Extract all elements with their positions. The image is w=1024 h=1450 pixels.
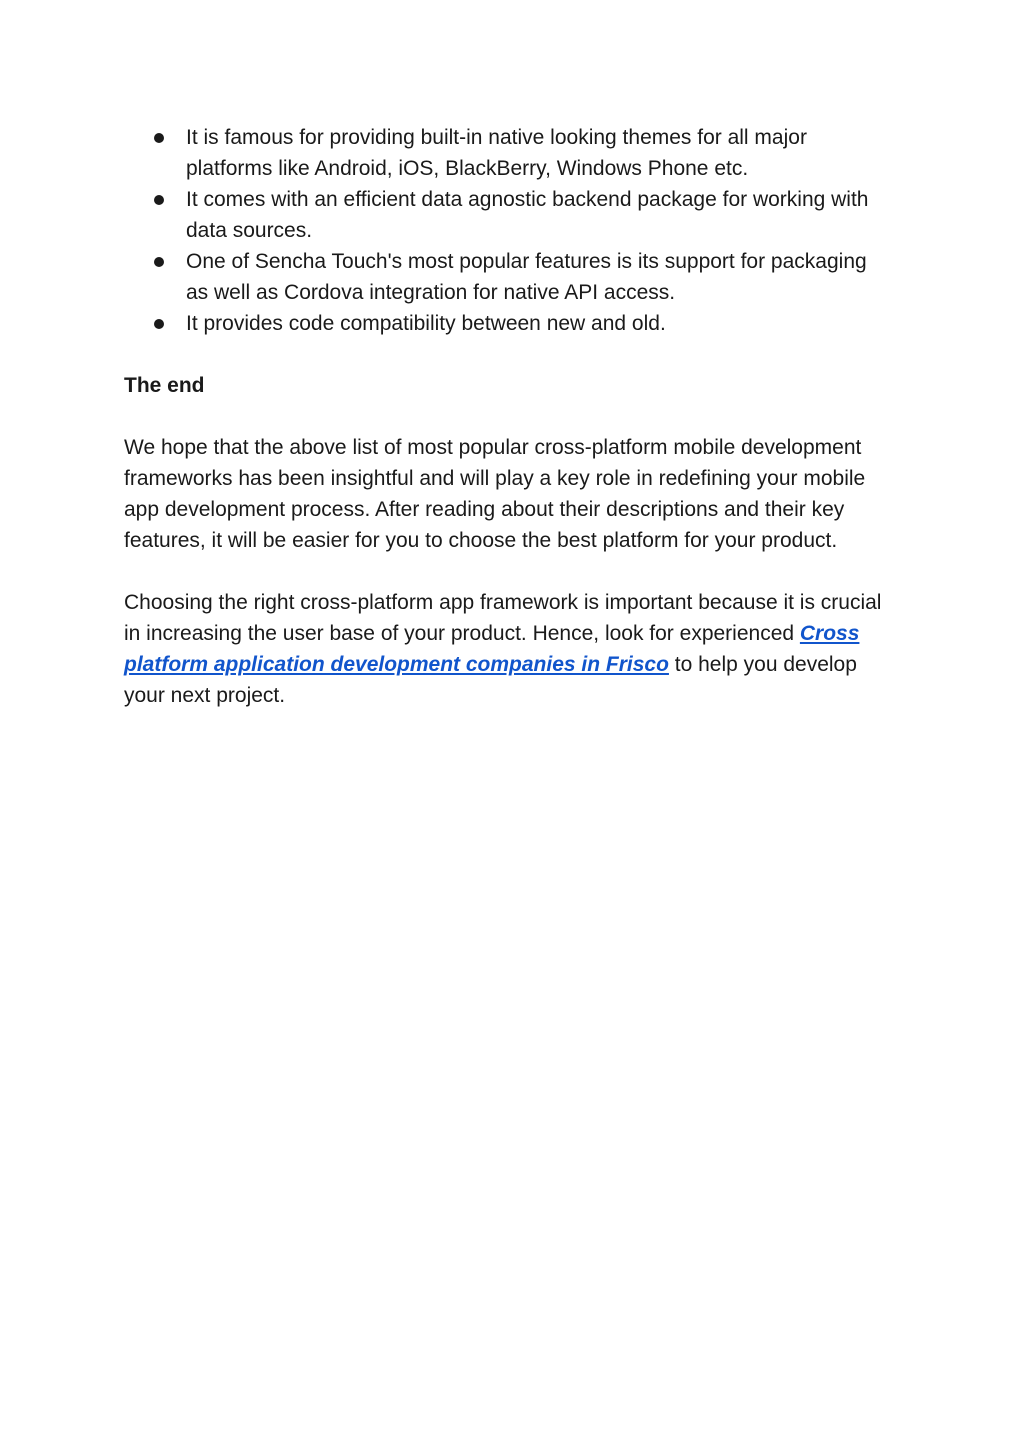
frisco-companies-link[interactable]: Cross platform application development companies in Frisco (124, 622, 860, 676)
bullet-dot-icon (154, 195, 164, 205)
document-page (124, 122, 894, 711)
paragraph-text-before-link: Choosing the right cross-platform app framework is important because it is crucial in increasing the user base of your product. Hence, look for experienced (124, 591, 882, 645)
bullet-text: It provides code compatibility between new and old. (186, 312, 666, 335)
bullet-dot-icon (154, 319, 164, 329)
feature-bullet-list (124, 122, 894, 339)
bullet-item (124, 184, 894, 246)
section-heading: The end (124, 374, 205, 397)
bullet-text: One of Sencha Touch's most popular features is its support for packaging as well as Cordova integration for native API access. (186, 250, 867, 304)
bullet-dot-icon (154, 133, 164, 143)
bullet-text: It comes with an efficient data agnostic backend package for working with data sources. (186, 188, 869, 242)
bullet-item (124, 122, 894, 184)
bullet-item (124, 246, 894, 308)
conclusion-paragraph: We hope that the above list of most popular cross-platform mobile development frameworks has been insightful and will play a key role in redefining your mobile app development process. After reading about their descriptions and their key features, it will be easier for you to choose the best platform for your product. (124, 436, 866, 552)
paragraph-text-after-link: to help you develop your next project. (124, 653, 857, 707)
bullet-dot-icon (154, 257, 164, 267)
bullet-text: It is famous for providing built-in native looking themes for all major platforms like Android, iOS, BlackBerry, Windows Phone etc. (186, 126, 807, 180)
call-to-action-paragraph (124, 587, 894, 711)
bullet-item (124, 308, 894, 339)
